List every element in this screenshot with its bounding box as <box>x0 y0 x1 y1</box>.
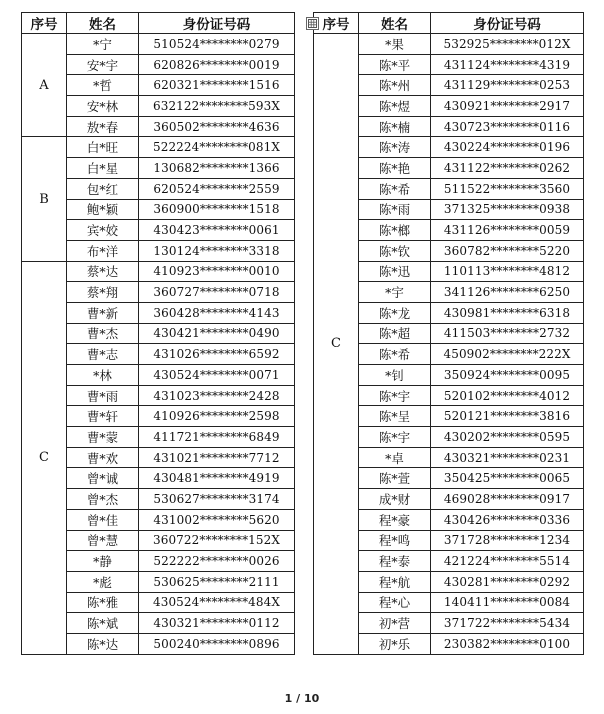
name-cell: 成*财 <box>359 489 431 510</box>
name-cell: 程*航 <box>359 571 431 592</box>
table-body <box>314 34 584 655</box>
name-cell: 曾*佳 <box>67 509 139 530</box>
id-number-cell: 430421********0490 <box>139 323 295 344</box>
id-number-cell: 530625********2111 <box>139 571 295 592</box>
name-cell: 初*乐 <box>359 633 431 654</box>
name-cell: 陈*超 <box>359 323 431 344</box>
id-number-cell: 430981********6318 <box>431 302 584 323</box>
name-cell: 陈*萱 <box>359 468 431 489</box>
name-cell: 陈*迅 <box>359 261 431 282</box>
name-cell: 宾*姣 <box>67 220 139 241</box>
name-cell: 蔡*翔 <box>67 282 139 303</box>
name-cell: 布*洋 <box>67 240 139 261</box>
id-number-cell: 430423********0061 <box>139 220 295 241</box>
name-cell: 曹*蒙 <box>67 427 139 448</box>
id-number-cell: 360900********1518 <box>139 199 295 220</box>
group-cell: C <box>22 261 67 654</box>
id-number-cell: 520102********4012 <box>431 385 584 406</box>
id-number-cell: 500240********0896 <box>139 633 295 654</box>
id-number-cell: 350425********0065 <box>431 468 584 489</box>
id-number-cell: 520121********3816 <box>431 406 584 427</box>
table-row <box>22 261 295 282</box>
table-header-row <box>22 13 295 34</box>
name-cell: 曹*新 <box>67 302 139 323</box>
name-cell: 曹*轩 <box>67 406 139 427</box>
name-cell: 曾*诚 <box>67 468 139 489</box>
name-cell: 陈*榔 <box>359 220 431 241</box>
table-header-row <box>314 13 584 34</box>
table-row <box>22 34 295 55</box>
id-number-cell: 430723********0116 <box>431 116 584 137</box>
id-number-cell: 350924********0095 <box>431 365 584 386</box>
id-number-cell: 430921********2917 <box>431 96 584 117</box>
name-cell: 安*林 <box>67 96 139 117</box>
name-cell: *彪 <box>67 571 139 592</box>
id-number-cell: 341126********6250 <box>431 282 584 303</box>
name-cell: 白*星 <box>67 158 139 179</box>
name-cell: 曹*杰 <box>67 323 139 344</box>
id-number-cell: 431129********0253 <box>431 75 584 96</box>
roster-table-right <box>313 12 584 655</box>
id-number-cell: 430524********0071 <box>139 365 295 386</box>
table-body <box>22 34 295 655</box>
table-row <box>22 137 295 158</box>
name-cell: 蔡*达 <box>67 261 139 282</box>
name-cell: *林 <box>67 365 139 386</box>
id-number-cell: 230382********0100 <box>431 633 584 654</box>
name-cell: 曾*慧 <box>67 530 139 551</box>
id-number-cell: 430524********484X <box>139 592 295 613</box>
name-cell: 陈*宇 <box>359 385 431 406</box>
id-number-cell: 360502********4636 <box>139 116 295 137</box>
id-number-cell: 430281********0292 <box>431 571 584 592</box>
name-cell: 曹*雨 <box>67 385 139 406</box>
header-id: 身份证号码 <box>431 13 584 34</box>
id-number-cell: 510524********0279 <box>139 34 295 55</box>
id-number-cell: 620524********2559 <box>139 178 295 199</box>
name-cell: 陈*达 <box>67 633 139 654</box>
name-cell: 陈*楠 <box>359 116 431 137</box>
id-number-cell: 620321********1516 <box>139 75 295 96</box>
name-cell: 陈*希 <box>359 178 431 199</box>
name-cell: *宁 <box>67 34 139 55</box>
header-name: 姓名 <box>67 13 139 34</box>
id-number-cell: 431023********2428 <box>139 385 295 406</box>
name-cell: *钊 <box>359 365 431 386</box>
name-cell: 陈*雨 <box>359 199 431 220</box>
id-number-cell: 110113********4812 <box>431 261 584 282</box>
name-cell: 程*鸣 <box>359 530 431 551</box>
id-number-cell: 431124********4319 <box>431 54 584 75</box>
header-group: 序号 <box>314 13 359 34</box>
name-cell: 鲍*颖 <box>67 199 139 220</box>
group-cell: A <box>22 34 67 137</box>
id-number-cell: 360428********4143 <box>139 302 295 323</box>
id-number-cell: 511522********3560 <box>431 178 584 199</box>
table-row <box>314 34 584 55</box>
id-number-cell: 430321********0112 <box>139 613 295 634</box>
id-number-cell: 532925********012X <box>431 34 584 55</box>
name-cell: 陈*钦 <box>359 240 431 261</box>
group-cell: C <box>314 34 359 655</box>
id-number-cell: 431126********0059 <box>431 220 584 241</box>
header-group: 序号 <box>22 13 67 34</box>
name-cell: *果 <box>359 34 431 55</box>
id-number-cell: 431021********7712 <box>139 447 295 468</box>
id-number-cell: 411721********6849 <box>139 427 295 448</box>
name-cell: 曾*杰 <box>67 489 139 510</box>
id-number-cell: 522224********081X <box>139 137 295 158</box>
id-number-cell: 430321********0231 <box>431 447 584 468</box>
name-cell: 安*宇 <box>67 54 139 75</box>
name-cell: 程*泰 <box>359 551 431 572</box>
name-cell: 陈*希 <box>359 344 431 365</box>
name-cell: 陈*平 <box>359 54 431 75</box>
group-cell: B <box>22 137 67 261</box>
name-cell: 程*豪 <box>359 509 431 530</box>
id-number-cell: 430481********4919 <box>139 468 295 489</box>
id-number-cell: 430202********0595 <box>431 427 584 448</box>
name-cell: 陈*宇 <box>359 427 431 448</box>
name-cell: 陈*艳 <box>359 158 431 179</box>
id-number-cell: 371728********1234 <box>431 530 584 551</box>
id-number-cell: 431002********5620 <box>139 509 295 530</box>
id-number-cell: 421224********5514 <box>431 551 584 572</box>
id-number-cell: 620826********0019 <box>139 54 295 75</box>
name-cell: 程*心 <box>359 592 431 613</box>
name-cell: 陈*涛 <box>359 137 431 158</box>
name-cell: 陈*雅 <box>67 592 139 613</box>
id-number-cell: 430426********0336 <box>431 509 584 530</box>
id-number-cell: 371325********0938 <box>431 199 584 220</box>
name-cell: 曹*欢 <box>67 447 139 468</box>
name-cell: 陈*煜 <box>359 96 431 117</box>
name-cell: 陈*呈 <box>359 406 431 427</box>
id-number-cell: 410926********2598 <box>139 406 295 427</box>
name-cell: *宇 <box>359 282 431 303</box>
header-name: 姓名 <box>359 13 431 34</box>
id-number-cell: 450902********222X <box>431 344 584 365</box>
id-number-cell: 130124********3318 <box>139 240 295 261</box>
id-number-cell: 632122********593X <box>139 96 295 117</box>
name-cell: 陈*龙 <box>359 302 431 323</box>
name-cell: 陈*州 <box>359 75 431 96</box>
id-number-cell: 140411********0084 <box>431 592 584 613</box>
name-cell: 包*红 <box>67 178 139 199</box>
name-cell: 初*营 <box>359 613 431 634</box>
table-grid-icon[interactable] <box>306 17 319 30</box>
id-number-cell: 430224********0196 <box>431 137 584 158</box>
name-cell: *卓 <box>359 447 431 468</box>
name-cell: 陈*斌 <box>67 613 139 634</box>
id-number-cell: 530627********3174 <box>139 489 295 510</box>
id-number-cell: 360722********152X <box>139 530 295 551</box>
id-number-cell: 522222********0026 <box>139 551 295 572</box>
id-number-cell: 410923********0010 <box>139 261 295 282</box>
roster-table-left <box>21 12 295 655</box>
id-number-cell: 130682********1366 <box>139 158 295 179</box>
name-cell: 曹*志 <box>67 344 139 365</box>
id-number-cell: 431026********6592 <box>139 344 295 365</box>
name-cell: *静 <box>67 551 139 572</box>
id-number-cell: 360782********5220 <box>431 240 584 261</box>
header-id: 身份证号码 <box>139 13 295 34</box>
id-number-cell: 411503********2732 <box>431 323 584 344</box>
name-cell: *哲 <box>67 75 139 96</box>
id-number-cell: 371722********5434 <box>431 613 584 634</box>
id-number-cell: 431122********0262 <box>431 158 584 179</box>
page-number: 1 / 10 <box>284 692 320 705</box>
name-cell: 白*旺 <box>67 137 139 158</box>
id-number-cell: 360727********0718 <box>139 282 295 303</box>
name-cell: 敖*春 <box>67 116 139 137</box>
id-number-cell: 469028********0917 <box>431 489 584 510</box>
